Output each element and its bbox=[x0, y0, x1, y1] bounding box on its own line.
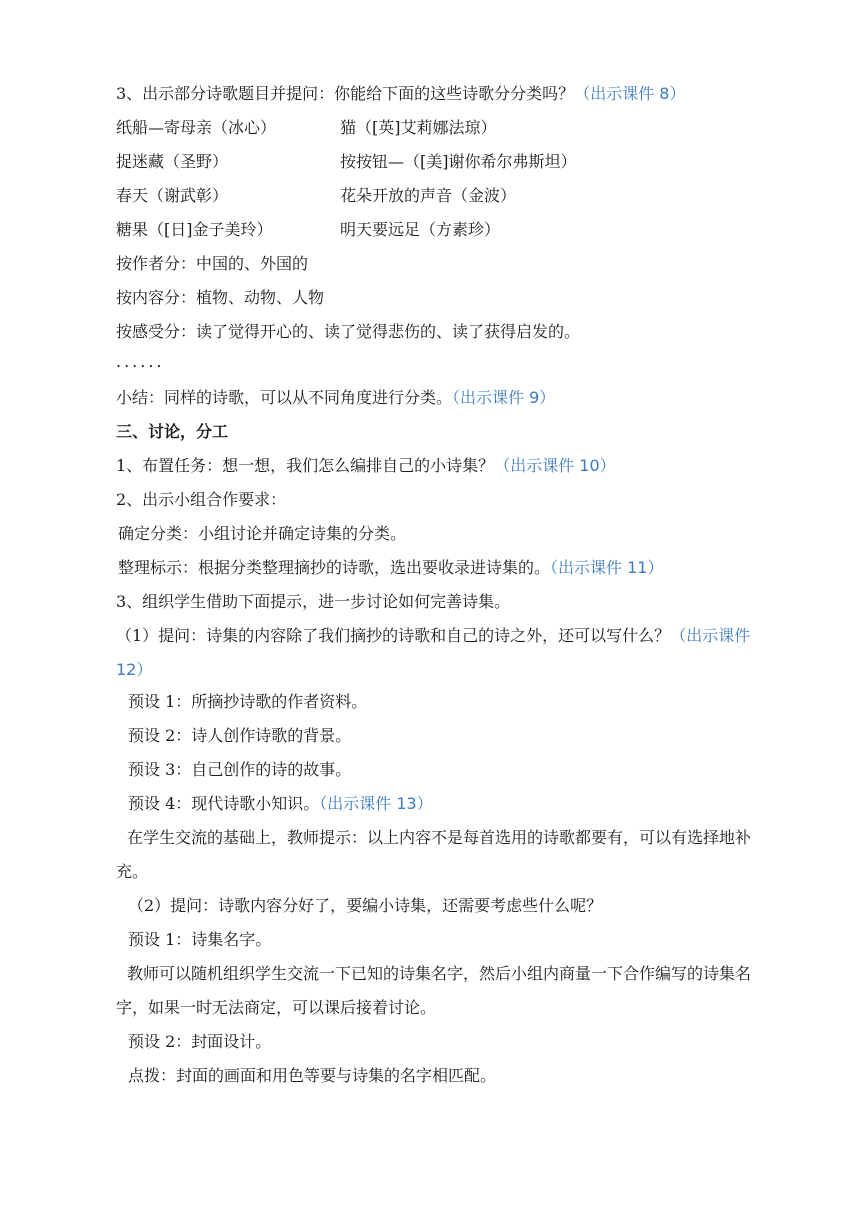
task-3: 3、组织学生借助下面提示，进一步讨论如何完善诗集。 bbox=[116, 592, 511, 611]
summary: 小结：同样的诗歌，可以从不同角度进行分类。（出示课件 9） bbox=[116, 388, 556, 407]
courseware-ref-12: （出示课件 12） bbox=[116, 626, 751, 679]
classify-by-content: 按内容分：植物、动物、人物 bbox=[116, 288, 325, 307]
question-3: 3、出示部分诗歌题目并提问：你能给下面的这些诗歌分分类吗？（出示课件 8） bbox=[116, 84, 686, 103]
classify-by-author: 按作者分：中国的、外国的 bbox=[116, 254, 309, 273]
ask-2: （2）提问：诗歌内容分好了，要编小诗集，还需要考虑些什么呢？ bbox=[128, 896, 603, 915]
teacher-name-guidance: 教师可以随机组织学生交流一下已知的诗集名字，然后小组内商量一下合作编写的诗集名字，如果一时无法商定，可以课后接着讨论。 bbox=[116, 964, 752, 1017]
poem-left-4: 糖果（[日]金子美玲） bbox=[116, 220, 273, 239]
courseware-ref-9: （出示课件 9） bbox=[452, 388, 556, 407]
preset-4: 预设 4：现代诗歌小知识。（出示课件 13） bbox=[128, 794, 433, 813]
task-2: 2、出示小组合作要求： bbox=[116, 490, 287, 509]
courseware-ref-11: （出示课件 11） bbox=[550, 558, 664, 577]
section-heading-3: 三、讨论，分工 bbox=[116, 422, 229, 441]
preset-cover: 预设 2：封面设计。 bbox=[128, 1032, 272, 1051]
cover-hint: 点拨：封面的画面和用色等要与诗集的名字相匹配。 bbox=[128, 1066, 497, 1085]
requirement-2: 整理标示：根据分类整理摘抄的诗歌，选出要收录进诗集的。（出示课件 11） bbox=[118, 558, 664, 577]
requirement-1: 确定分类：小组讨论并确定诗集的分类。 bbox=[118, 524, 407, 543]
poem-right-3: 花朵开放的声音（金波） bbox=[340, 186, 517, 205]
preset-name: 预设 1：诗集名字。 bbox=[128, 930, 272, 949]
poem-right-2: 按按钮—（[美]谢你希尔弗斯坦） bbox=[340, 152, 577, 171]
task-1: 1、布置任务：想一想，我们怎么编排自己的小诗集？（出示课件 10） bbox=[116, 456, 616, 475]
poem-left-3: 春天（谢武彰） bbox=[116, 186, 229, 205]
ellipsis: ...... bbox=[116, 352, 165, 371]
ask-1: （1）提问：诗集的内容除了我们摘抄的诗歌和自己的诗之外，还可以写什么？（出示课件 12） bbox=[116, 626, 751, 679]
poem-right-1: 猫（[英]艾莉娜法琼） bbox=[340, 118, 497, 137]
poem-left-2: 捉迷藏（圣野） bbox=[116, 152, 229, 171]
teacher-tip: 在学生交流的基础上，教师提示：以上内容不是每首选用的诗歌都要有，可以有选择地补充。 bbox=[116, 828, 752, 881]
preset-3: 预设 3：自己创作的诗的故事。 bbox=[128, 760, 352, 779]
preset-2: 预设 2：诗人创作诗歌的背景。 bbox=[128, 726, 352, 745]
courseware-ref-13: （出示课件 13） bbox=[319, 794, 433, 813]
preset-1: 预设 1：所摘抄诗歌的作者资料。 bbox=[128, 692, 368, 711]
classify-by-feeling: 按感受分：读了觉得开心的、读了觉得悲伤的、读了获得启发的。 bbox=[116, 322, 581, 341]
courseware-ref-8: （出示课件 8） bbox=[574, 84, 686, 103]
poem-left-1: 纸船—寄母亲（冰心） bbox=[116, 118, 277, 137]
courseware-ref-10: （出示课件 10） bbox=[494, 456, 616, 475]
poem-right-4: 明天要远足（方素珍） bbox=[340, 220, 501, 239]
